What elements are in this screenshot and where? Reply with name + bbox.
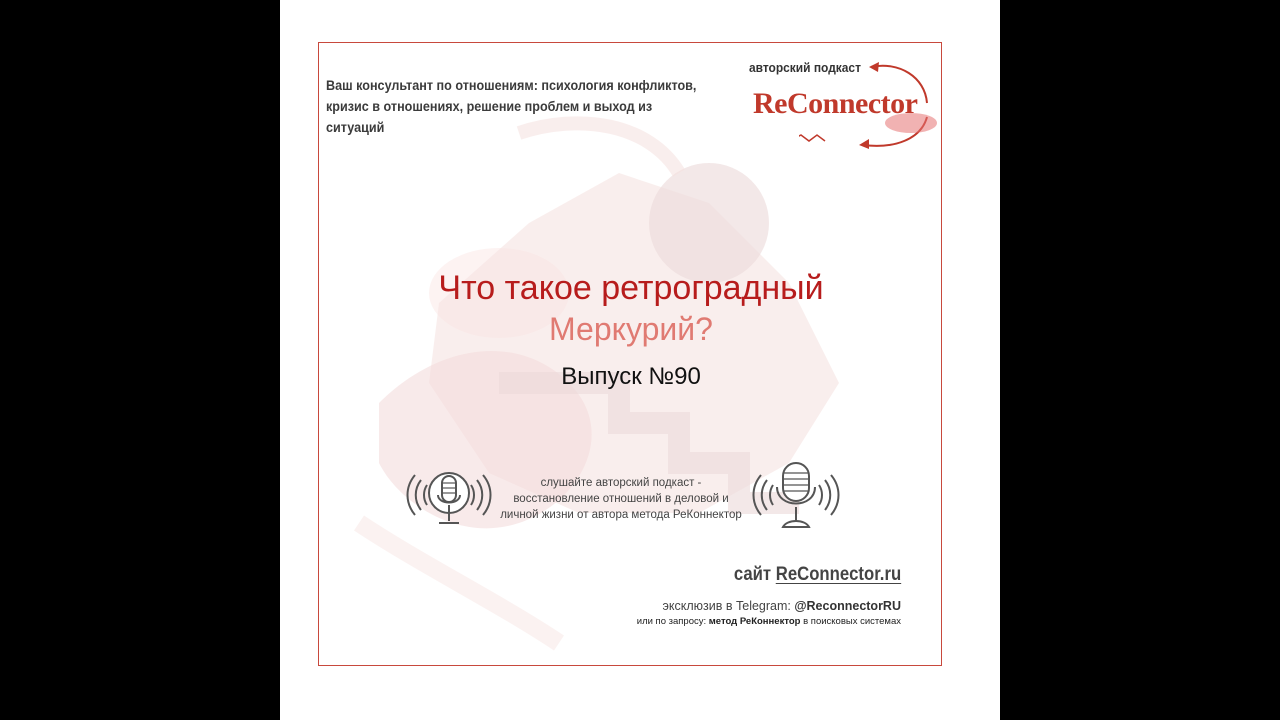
tagline <box>326 75 704 138</box>
microphone-icon-right <box>747 457 845 533</box>
telegram-handle[interactable]: @ReconnectorRU <box>794 599 901 613</box>
cover-frame <box>318 42 942 666</box>
search-suffix: в поисковых системах <box>800 616 901 627</box>
search-note <box>637 616 901 627</box>
podcast-cover <box>280 0 1000 720</box>
website-line <box>734 564 901 586</box>
website-link[interactable]: ReConnector.ru <box>775 564 901 585</box>
listen-line-1: слушайте авторский подкаст - <box>540 477 702 489</box>
episode-title-line-1: Что такое ретроградный <box>438 269 824 307</box>
tagline-line-1: Ваш консультант по отношениям: психология конфликтов, <box>326 77 697 93</box>
search-term: метод РеКоннектор <box>708 616 801 627</box>
listen-line-2: восстановление отношений в деловой и <box>513 493 729 505</box>
tagline-line-2: кризис в отношениях, решение проблем и выход из ситуаций <box>326 98 653 135</box>
microphone-icon-left <box>401 461 497 529</box>
telegram-line <box>663 599 901 613</box>
search-prefix: или по запросу: <box>636 616 709 627</box>
episode-title-line-2: Меркурий? <box>549 311 713 347</box>
brand-logo: ReConnector <box>753 87 918 120</box>
telegram-prefix: эксклюзив в Telegram: <box>662 599 795 613</box>
episode-number: Выпуск №90 <box>561 363 701 390</box>
podcast-label: авторский подкаст <box>749 60 861 75</box>
listen-text <box>497 475 745 523</box>
site-prefix: сайт <box>733 564 771 585</box>
listen-line-3: личной жизни от автора метода РеКоннектор <box>500 509 742 521</box>
